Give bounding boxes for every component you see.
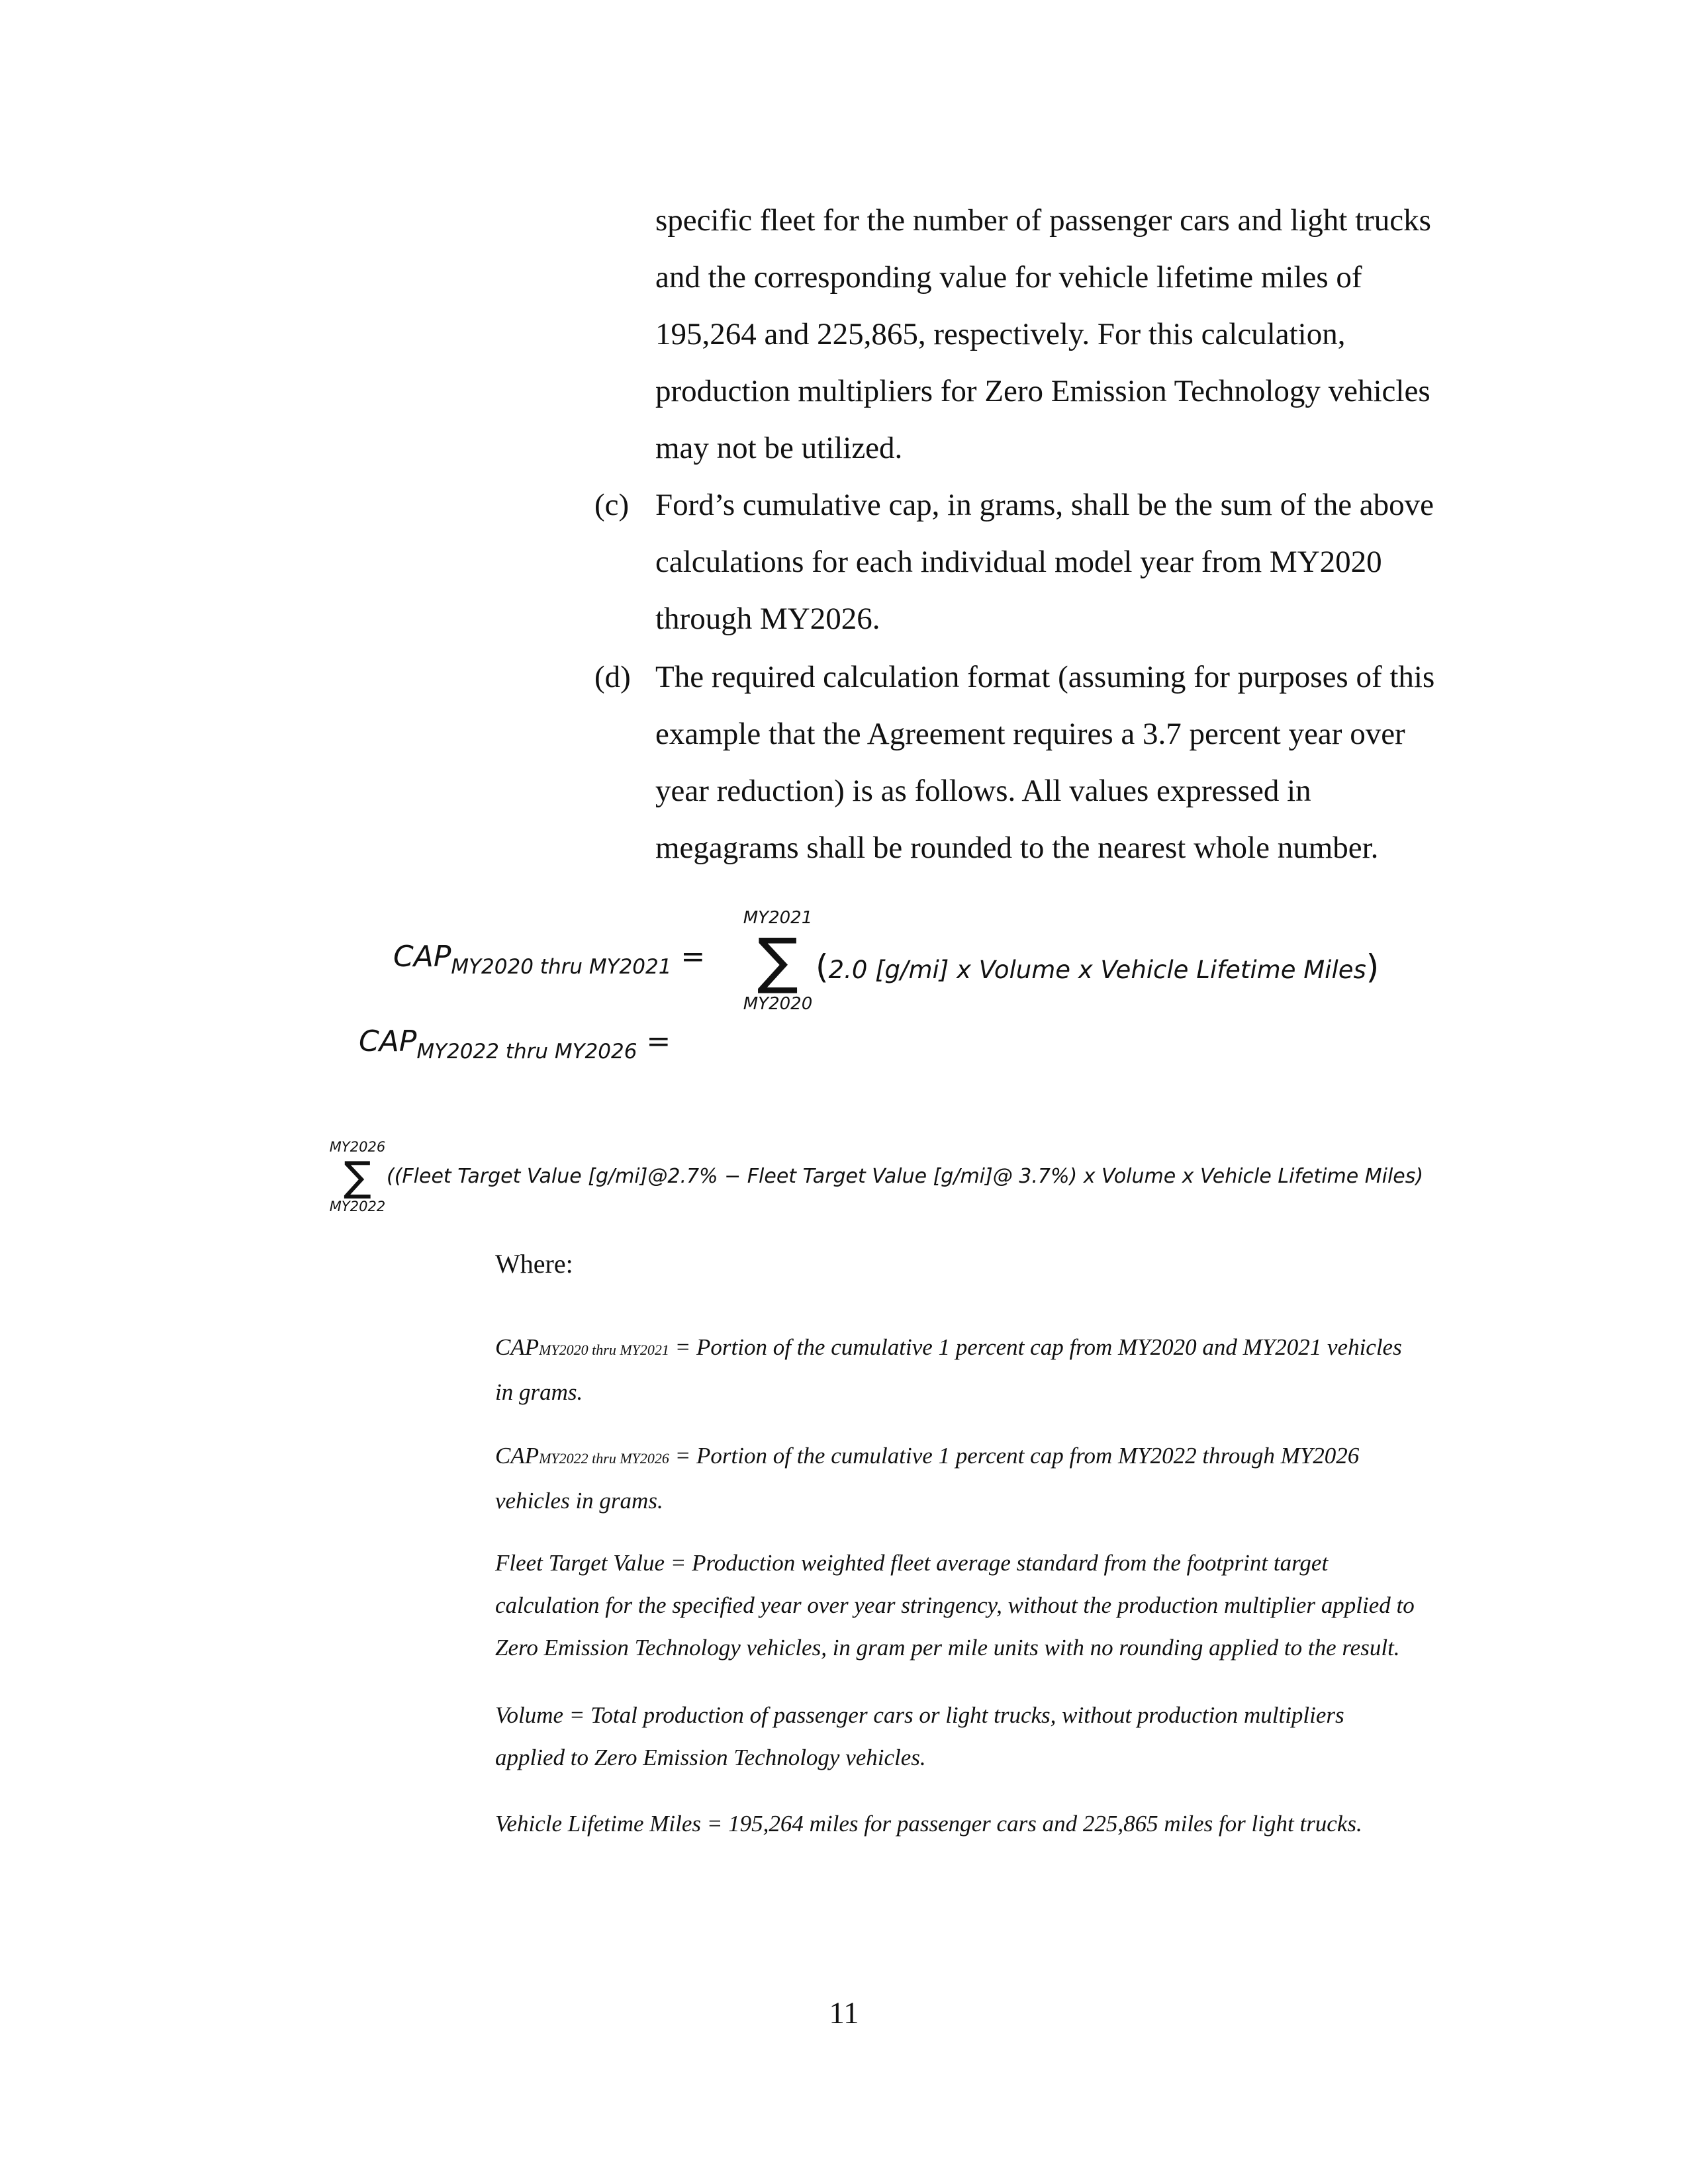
paragraph-d — [594, 649, 1521, 876]
paragraph-c — [594, 477, 1521, 647]
text-line: calculations for each individual model year from MY2020 — [655, 545, 1382, 579]
definition-fleet-target-value — [495, 1542, 1488, 1669]
equation-2-lhs — [359, 1024, 671, 1064]
definition-text: = Portion of the cumulative 1 percent cap from MY2022 through MY2026 — [669, 1443, 1360, 1469]
cap-subscript: MY2020 thru MY2021 — [451, 955, 672, 979]
text-line — [495, 1326, 1488, 1371]
sum-lower-limit: MY2022 — [329, 1199, 386, 1214]
equation-1-rhs — [816, 948, 1379, 986]
equation-2-body: ((Fleet Target Value [g/mi]@2.7% − Fleet Target Value [g/mi]@ 3.7%) x Volume x Vehicle Lifetime Miles) — [387, 1165, 1424, 1188]
equation-1-lhs — [393, 940, 705, 979]
definition-text: = Portion of the cumulative 1 percent cap from MY2020 and MY2021 vehicles — [669, 1334, 1402, 1360]
summation-2 — [324, 1138, 391, 1215]
text-line: and the corresponding value for vehicle lifetime miles of — [655, 260, 1362, 295]
text-line: vehicles in grams. — [495, 1488, 663, 1514]
text-line: example that the Agreement requires a 3.7 percent year over — [655, 717, 1405, 751]
text-line: megagrams shall be rounded to the nearest whole number. — [655, 831, 1379, 865]
paragraph-b-continuation — [655, 192, 1516, 477]
open-paren: ( — [816, 948, 829, 986]
sigma-icon: ∑ — [757, 925, 798, 996]
text-line: year reduction) is as follows. All values expressed in — [655, 774, 1311, 808]
definition-volume — [495, 1694, 1488, 1779]
summation-1 — [735, 907, 821, 1015]
text-line: Ford’s cumulative cap, in grams, shall be the sum of the above — [655, 488, 1434, 522]
text-line: in grams. — [495, 1379, 583, 1405]
text-line: Fleet Target Value = Production weighted fleet average standard from the footprint target — [495, 1550, 1329, 1576]
sum-lower-limit: MY2020 — [743, 994, 813, 1014]
text-line: Zero Emission Technology vehicles, in gram per mile units with no rounding applied to the result. — [495, 1635, 1400, 1661]
text-line: 195,264 and 225,865, respectively. For this calculation, — [655, 317, 1346, 351]
text-line: specific fleet for the number of passenger cars and light trucks — [655, 203, 1431, 238]
text-line: production multipliers for Zero Emission Technology vehicles — [655, 374, 1430, 408]
text-line — [495, 1435, 1488, 1480]
cap-subscript: MY2022 thru MY2026 — [416, 1040, 637, 1064]
equation-1-body: 2.0 [g/mi] x Volume x Vehicle Lifetime Miles — [828, 956, 1366, 984]
text-line: Volume = Total production of passenger cars or light trucks, without production multipliers — [495, 1702, 1344, 1728]
definition-term-subscript: MY2020 thru MY2021 — [539, 1342, 669, 1358]
sum-upper-limit: MY2021 — [743, 908, 813, 928]
cap-symbol: CAP — [359, 1024, 417, 1058]
close-paren: ) — [1366, 948, 1380, 986]
where-label: Where: — [495, 1249, 573, 1279]
definition-term: CAP — [495, 1334, 539, 1360]
sum-upper-limit: MY2026 — [329, 1139, 386, 1155]
definition-vehicle-lifetime-miles — [495, 1803, 1488, 1845]
sigma-icon: ∑ — [344, 1152, 371, 1201]
definition-term: CAP — [495, 1443, 539, 1469]
list-item — [594, 477, 1521, 647]
cap-symbol: CAP — [393, 940, 451, 974]
definition-cap-2022-2026 — [495, 1435, 1488, 1522]
list-marker: (c) — [594, 488, 630, 522]
list-item — [594, 649, 1521, 876]
equals-sign: = — [680, 940, 706, 974]
text-line: Vehicle Lifetime Miles = 195,264 miles for passenger cars and 225,865 miles for light trucks. — [495, 1811, 1362, 1837]
equation-2-rhs — [387, 1165, 1423, 1188]
text-line: applied to Zero Emission Technology vehicles. — [495, 1745, 926, 1770]
text-line: calculation for the specified year over year stringency, without the production multiplier applied to — [495, 1592, 1415, 1618]
equals-sign: = — [646, 1024, 671, 1058]
definition-cap-2020-2021 — [495, 1326, 1488, 1414]
text-line: may not be utilized. — [655, 431, 903, 465]
definition-term-subscript: MY2022 thru MY2026 — [539, 1450, 669, 1467]
list-marker: (d) — [594, 660, 631, 694]
page-number: 11 — [829, 1996, 859, 2030]
text-line: through MY2026. — [655, 602, 880, 636]
text-line: The required calculation format (assuming for purposes of this — [655, 660, 1435, 694]
